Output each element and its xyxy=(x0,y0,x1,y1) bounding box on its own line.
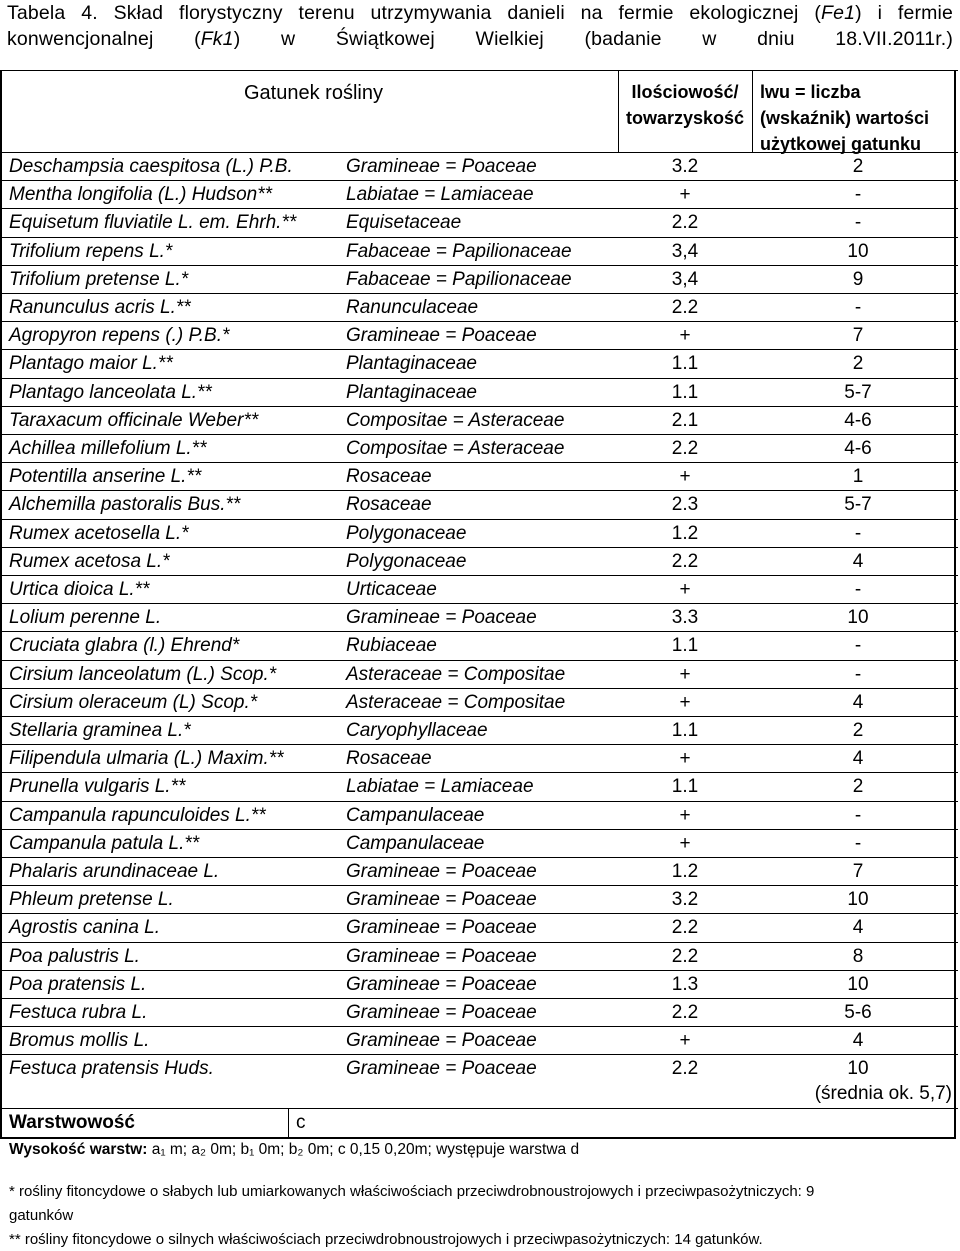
table-row xyxy=(0,548,958,576)
lwu-value: 7 xyxy=(852,325,864,346)
family-name: Rosaceae xyxy=(346,494,432,515)
lwu-value: - xyxy=(854,664,862,685)
table-row xyxy=(0,1055,958,1083)
family-name: Campanulaceae xyxy=(346,833,485,854)
family-name: Labiatae = Lamiaceae xyxy=(346,776,534,797)
abundance-value: 2.2 xyxy=(671,212,699,233)
family-name: Labiatae = Lamiaceae xyxy=(346,184,534,205)
family-name: Polygonaceae xyxy=(346,523,467,544)
lwu-value: 10 xyxy=(847,241,869,262)
abundance-value: 1.2 xyxy=(671,523,699,544)
species-name: Achillea millefolium L.** xyxy=(9,438,207,459)
species-name: Filipendula ulmaria (L.) Maxim.** xyxy=(9,748,284,769)
species-name: Poa pratensis L. xyxy=(9,974,147,995)
layers-divider xyxy=(288,1108,289,1138)
family-name: Gramineae = Poaceae xyxy=(346,1030,537,1051)
species-name: Lolium perenne L. xyxy=(9,607,162,628)
lwu-value: 2 xyxy=(852,353,864,374)
header-divider-1 xyxy=(618,70,619,152)
abundance-value: 1.1 xyxy=(671,720,699,741)
lwu-value: 4-6 xyxy=(844,438,872,459)
table-average-line xyxy=(0,1108,958,1109)
table-row xyxy=(0,802,958,830)
family-name: Fabaceae = Papilionaceae xyxy=(346,269,572,290)
layer-heights xyxy=(9,1139,579,1161)
species-name: Plantago lanceolata L.** xyxy=(9,382,212,403)
abundance-value: + xyxy=(679,579,691,600)
family-name: Asteraceae = Compositae xyxy=(346,692,566,713)
lwu-value: 5-7 xyxy=(844,382,872,403)
table-row xyxy=(0,661,958,689)
layer-heights-text: a₁ m; a₂ 0m; b₁ 0m; b₂ 0m; c 0,15 0,20m; występuje warstwa d xyxy=(147,1141,580,1158)
abundance-value: + xyxy=(679,664,691,685)
family-name: Plantaginaceae xyxy=(346,382,477,403)
species-name: Poa palustris L. xyxy=(9,946,140,967)
species-name: Ranunculus acris L.** xyxy=(9,297,191,318)
table-row xyxy=(0,604,958,632)
abundance-value: 1.2 xyxy=(671,861,699,882)
species-name: Trifolium repens L.* xyxy=(9,241,173,262)
abundance-value: + xyxy=(679,805,691,826)
species-name: Alchemilla pastoralis Bus.** xyxy=(9,494,241,515)
caption-text-2b: ) w Świątkowej Wielkiej (badanie w dniu 18.VII.2011r.) xyxy=(233,28,953,50)
abundance-value: 3.2 xyxy=(671,889,699,910)
family-name: Caryophyllaceae xyxy=(346,720,488,741)
lwu-value: 10 xyxy=(847,974,869,995)
family-name: Fabaceae = Papilionaceae xyxy=(346,241,572,262)
species-name: Cirsium lanceolatum (L.) Scop.* xyxy=(9,664,277,685)
species-name: Campanula rapunculoides L.** xyxy=(9,805,266,826)
caption-text-1: Tabela 4. Skład florystyczny terenu utrzymywania danieli na fermie ekologicznej ( xyxy=(7,2,822,24)
species-name: Deschampsia caespitosa (L.) P.B. xyxy=(9,156,293,177)
table-row xyxy=(0,1027,958,1055)
species-name: Cruciata glabra (l.) Ehrend* xyxy=(9,635,240,656)
table-row xyxy=(0,435,958,463)
caption-farm-fe1: Fe1 xyxy=(821,2,856,24)
abundance-value: + xyxy=(679,692,691,713)
lwu-value: 4 xyxy=(852,748,864,769)
layer-heights-label: Wysokość warstw: xyxy=(9,1141,148,1158)
lwu-value: 2 xyxy=(852,720,864,741)
lwu-value: 5-7 xyxy=(844,494,872,515)
species-name: Taraxacum officinale Weber** xyxy=(9,410,259,431)
table-row xyxy=(0,576,958,604)
species-name: Prunella vulgaris L.** xyxy=(9,776,186,797)
species-name: Bromus mollis L. xyxy=(9,1030,150,1051)
caption-line-2 xyxy=(7,26,953,52)
lwu-value: 10 xyxy=(847,889,869,910)
lwu-value: 10 xyxy=(847,607,869,628)
family-name: Gramineae = Poaceae xyxy=(346,1002,537,1023)
family-name: Gramineae = Poaceae xyxy=(346,607,537,628)
lwu-value: 4 xyxy=(852,551,864,572)
table-row xyxy=(0,886,958,914)
species-name: Mentha longifolia (L.) Hudson** xyxy=(9,184,272,205)
abundance-value: 1.1 xyxy=(671,635,699,656)
lwu-value: - xyxy=(854,523,862,544)
caption-farm-fk1: Fk1 xyxy=(200,28,234,50)
abundance-value: 2.2 xyxy=(671,1002,699,1023)
caption-text-2a: konwencjonalnej ( xyxy=(7,28,201,50)
lwu-value: 2 xyxy=(852,156,864,177)
abundance-value: + xyxy=(679,184,691,205)
abundance-value: 1.3 xyxy=(671,974,699,995)
species-name: Agrostis canina L. xyxy=(9,917,161,938)
abundance-value: 3,4 xyxy=(671,241,699,262)
table-row xyxy=(0,209,958,237)
species-name: Rumex acetosella L.* xyxy=(9,523,189,544)
lwu-value: - xyxy=(854,805,862,826)
lwu-value: - xyxy=(854,184,862,205)
table-row xyxy=(0,153,958,181)
table-row xyxy=(0,914,958,942)
table-row xyxy=(0,491,958,519)
species-name: Potentilla anserine L.** xyxy=(9,466,202,487)
lwu-value: 4 xyxy=(852,917,864,938)
lwu-value: - xyxy=(854,833,862,854)
species-name: Phalaris arundinaceae L. xyxy=(9,861,220,882)
header-divider-2 xyxy=(752,70,753,152)
abundance-value: 2.1 xyxy=(671,410,699,431)
table-row xyxy=(0,971,958,999)
table-row xyxy=(0,999,958,1027)
species-name: Trifolium pretense L.* xyxy=(9,269,189,290)
table-row xyxy=(0,181,958,209)
species-name: Cirsium oleraceum (L) Scop.* xyxy=(9,692,258,713)
lwu-value: 4 xyxy=(852,692,864,713)
family-name: Gramineae = Poaceae xyxy=(346,946,537,967)
table-row xyxy=(0,745,958,773)
table-caption xyxy=(7,0,953,52)
family-name: Asteraceae = Compositae xyxy=(346,664,566,685)
abundance-value: 2.2 xyxy=(671,917,699,938)
abundance-value: 2.2 xyxy=(671,438,699,459)
family-name: Gramineae = Poaceae xyxy=(346,974,537,995)
abundance-value: 1.1 xyxy=(671,382,699,403)
abundance-value: 3.2 xyxy=(671,156,699,177)
header-lwu: lwu = liczba (wskaźnik) wartości użytkowej gatunku xyxy=(760,82,930,154)
lwu-value: 4-6 xyxy=(844,410,872,431)
table-row xyxy=(0,379,958,407)
abundance-value: 2.2 xyxy=(671,297,699,318)
species-name: Equisetum fluviatile L. em. Ehrh.** xyxy=(9,212,297,233)
family-name: Rosaceae xyxy=(346,748,432,769)
family-name: Gramineae = Poaceae xyxy=(346,889,537,910)
species-name: Agropyron repens (.) P.B.* xyxy=(9,325,230,346)
family-name: Urticaceae xyxy=(346,579,437,600)
species-name: Campanula patula L.** xyxy=(9,833,200,854)
table-row xyxy=(0,858,958,886)
lwu-value: 9 xyxy=(852,269,864,290)
header-abundance: Ilościowość/ towarzyskość xyxy=(625,82,745,128)
abundance-value: + xyxy=(679,325,691,346)
family-name: Polygonaceae xyxy=(346,551,467,572)
family-name: Compositae = Asteraceae xyxy=(346,438,565,459)
lwu-value: 1 xyxy=(852,466,864,487)
table-row xyxy=(0,717,958,745)
lwu-value: - xyxy=(854,579,862,600)
family-name: Campanulaceae xyxy=(346,805,485,826)
abundance-value: 2.2 xyxy=(671,1058,699,1079)
family-name: Gramineae = Poaceae xyxy=(346,1058,537,1079)
table-row xyxy=(0,322,958,350)
table-row xyxy=(0,266,958,294)
family-name: Ranunculaceae xyxy=(346,297,479,318)
family-name: Equisetaceae xyxy=(346,212,462,233)
average-value: (średnia ok. 5,7) xyxy=(814,1083,952,1104)
abundance-value: 2.2 xyxy=(671,551,699,572)
table-row xyxy=(0,350,958,378)
lwu-value: 4 xyxy=(852,1030,864,1051)
table-row xyxy=(0,238,958,266)
lwu-value: - xyxy=(854,635,862,656)
abundance-value: 2.2 xyxy=(671,946,699,967)
abundance-value: 3,4 xyxy=(671,269,699,290)
species-name: Rumex acetosa L.* xyxy=(9,551,170,572)
lwu-value: - xyxy=(854,212,862,233)
table-row xyxy=(0,632,958,660)
table-row xyxy=(0,520,958,548)
lwu-value: 10 xyxy=(847,1058,869,1079)
footnote-1-line-1: * rośliny fitoncydowe o słabych lub umiarkowanych właściwościach przeciwdrobnoustrojowych i przeciwpasożytniczych: 9 xyxy=(9,1183,815,1200)
family-name: Plantaginaceae xyxy=(346,353,477,374)
footnote-2: ** rośliny fitoncydowe o silnych właściwościach przeciwdrobnoustrojowych i przeciwpasożytniczych: 14 gatunków. xyxy=(9,1231,763,1248)
table-row xyxy=(0,943,958,971)
family-name: Gramineae = Poaceae xyxy=(346,156,537,177)
abundance-value: 3.3 xyxy=(671,607,699,628)
abundance-value: + xyxy=(679,748,691,769)
table-row xyxy=(0,294,958,322)
family-name: Gramineae = Poaceae xyxy=(346,861,537,882)
abundance-value: 1.1 xyxy=(671,776,699,797)
layers-label: Warstwowość xyxy=(9,1112,135,1133)
family-name: Rubiaceae xyxy=(346,635,437,656)
abundance-value: 1.1 xyxy=(671,353,699,374)
table-row xyxy=(0,463,958,491)
layers-value: c xyxy=(296,1112,306,1133)
abundance-value: + xyxy=(679,1030,691,1051)
caption-line-1 xyxy=(7,0,953,26)
table-row xyxy=(0,407,958,435)
abundance-value: + xyxy=(679,466,691,487)
table-row xyxy=(0,773,958,801)
caption-text-1-end: ) i fermie xyxy=(855,2,953,24)
species-name: Stellaria graminea L.* xyxy=(9,720,191,741)
table-row xyxy=(0,830,958,858)
lwu-value: 5-6 xyxy=(844,1002,872,1023)
lwu-value: - xyxy=(854,297,862,318)
lwu-value: 7 xyxy=(852,861,864,882)
species-name: Festuca pratensis Huds. xyxy=(9,1058,214,1079)
species-name: Plantago maior L.** xyxy=(9,353,173,374)
lwu-value: 2 xyxy=(852,776,864,797)
family-name: Compositae = Asteraceae xyxy=(346,410,565,431)
footnote-1-line-2: gatunków xyxy=(9,1207,74,1224)
table-row xyxy=(0,689,958,717)
family-name: Rosaceae xyxy=(346,466,432,487)
family-name: Gramineae = Poaceae xyxy=(346,325,537,346)
species-name: Phleum pretense L. xyxy=(9,889,174,910)
header-species: Gatunek rośliny xyxy=(244,82,383,104)
lwu-value: 8 xyxy=(852,946,864,967)
family-name: Gramineae = Poaceae xyxy=(346,917,537,938)
species-name: Festuca rubra L. xyxy=(9,1002,148,1023)
abundance-value: 2.3 xyxy=(671,494,699,515)
abundance-value: + xyxy=(679,833,691,854)
species-name: Urtica dioica L.** xyxy=(9,579,150,600)
